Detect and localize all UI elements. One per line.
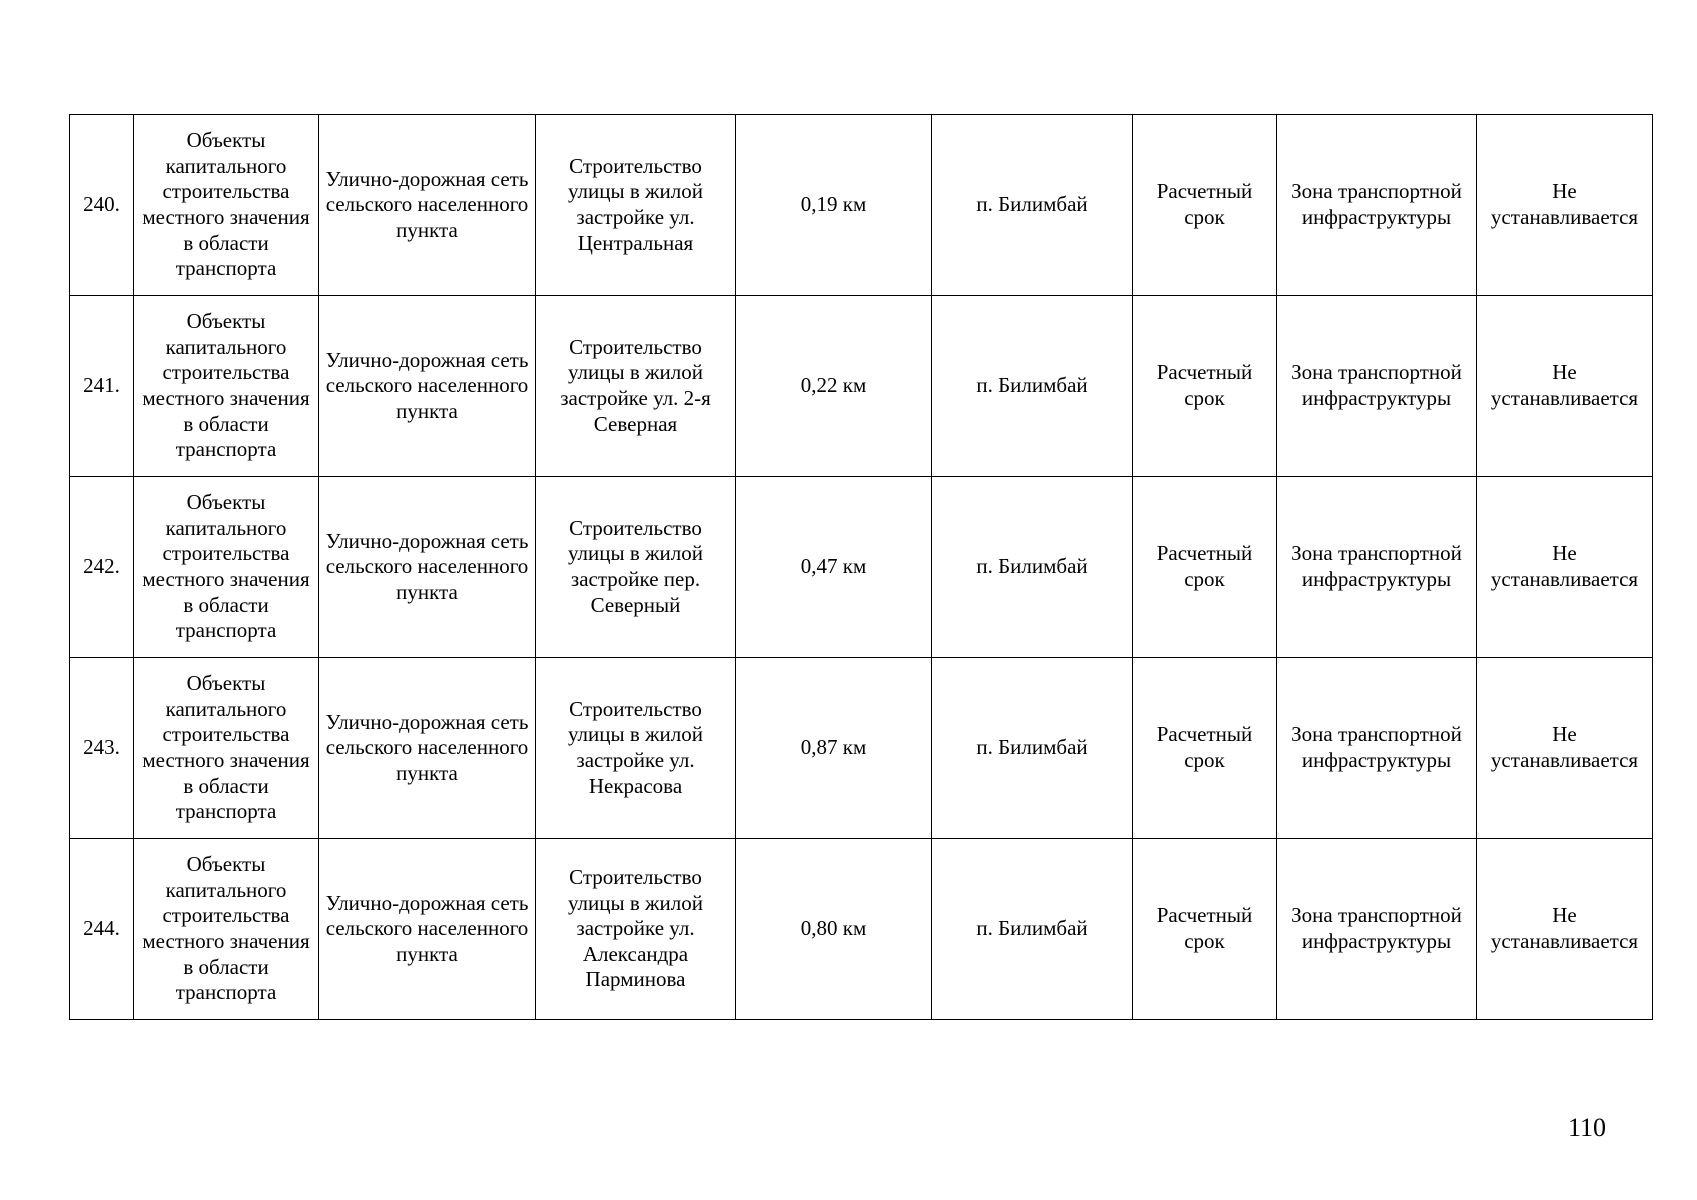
implementation-term: Расчетный срок: [1133, 658, 1277, 839]
object-location: п. Билимбай: [932, 839, 1133, 1020]
object-length: 0,19 км: [736, 115, 932, 296]
row-number: 240.: [70, 115, 134, 296]
table-row: [70, 115, 1653, 296]
object-length: 0,80 км: [736, 839, 932, 1020]
object-location: п. Билимбай: [932, 296, 1133, 477]
object-name: Строительство улицы в жилой застройке пер. Северный: [536, 477, 736, 658]
table-row: [70, 477, 1653, 658]
object-type: Улично-дорожная сеть сельского населенного пункта: [319, 115, 536, 296]
zone-status: Не устанавливается: [1477, 115, 1653, 296]
row-number: 243.: [70, 658, 134, 839]
object-name: Строительство улицы в жилой застройке ул. Некрасова: [536, 658, 736, 839]
table-row: [70, 839, 1653, 1020]
planned-objects-table: [69, 114, 1653, 1020]
functional-zone: Зона транспортной инфраструктуры: [1277, 115, 1477, 296]
object-name: Строительство улицы в жилой застройке ул. Александра Парминова: [536, 839, 736, 1020]
zone-status: Не устанавливается: [1477, 839, 1653, 1020]
implementation-term: Расчетный срок: [1133, 296, 1277, 477]
zone-status: Не устанавливается: [1477, 658, 1653, 839]
object-location: п. Билимбай: [932, 115, 1133, 296]
row-number: 241.: [70, 296, 134, 477]
object-type: Улично-дорожная сеть сельского населенного пункта: [319, 477, 536, 658]
functional-zone: Зона транспортной инфраструктуры: [1277, 477, 1477, 658]
object-name: Строительство улицы в жилой застройке ул. Центральная: [536, 115, 736, 296]
table-row: [70, 296, 1653, 477]
implementation-term: Расчетный срок: [1133, 477, 1277, 658]
functional-zone: Зона транспортной инфраструктуры: [1277, 658, 1477, 839]
object-type: Улично-дорожная сеть сельского населенного пункта: [319, 658, 536, 839]
object-category: Объекты капитального строительства местного значения в области транспорта: [134, 296, 319, 477]
object-category: Объекты капитального строительства местного значения в области транспорта: [134, 115, 319, 296]
table-row: [70, 658, 1653, 839]
object-location: п. Билимбай: [932, 658, 1133, 839]
object-category: Объекты капитального строительства местного значения в области транспорта: [134, 839, 319, 1020]
zone-status: Не устанавливается: [1477, 296, 1653, 477]
object-length: 0,22 км: [736, 296, 932, 477]
functional-zone: Зона транспортной инфраструктуры: [1277, 839, 1477, 1020]
object-location: п. Билимбай: [932, 477, 1133, 658]
object-type: Улично-дорожная сеть сельского населенного пункта: [319, 839, 536, 1020]
zone-status: Не устанавливается: [1477, 477, 1653, 658]
object-category: Объекты капитального строительства местного значения в области транспорта: [134, 658, 319, 839]
object-length: 0,47 км: [736, 477, 932, 658]
object-category: Объекты капитального строительства местного значения в области транспорта: [134, 477, 319, 658]
implementation-term: Расчетный срок: [1133, 839, 1277, 1020]
object-name: Строительство улицы в жилой застройке ул. 2-я Северная: [536, 296, 736, 477]
implementation-term: Расчетный срок: [1133, 115, 1277, 296]
page-number: 110: [1567, 1113, 1606, 1142]
functional-zone: Зона транспортной инфраструктуры: [1277, 296, 1477, 477]
object-length: 0,87 км: [736, 658, 932, 839]
row-number: 242.: [70, 477, 134, 658]
object-type: Улично-дорожная сеть сельского населенного пункта: [319, 296, 536, 477]
row-number: 244.: [70, 839, 134, 1020]
